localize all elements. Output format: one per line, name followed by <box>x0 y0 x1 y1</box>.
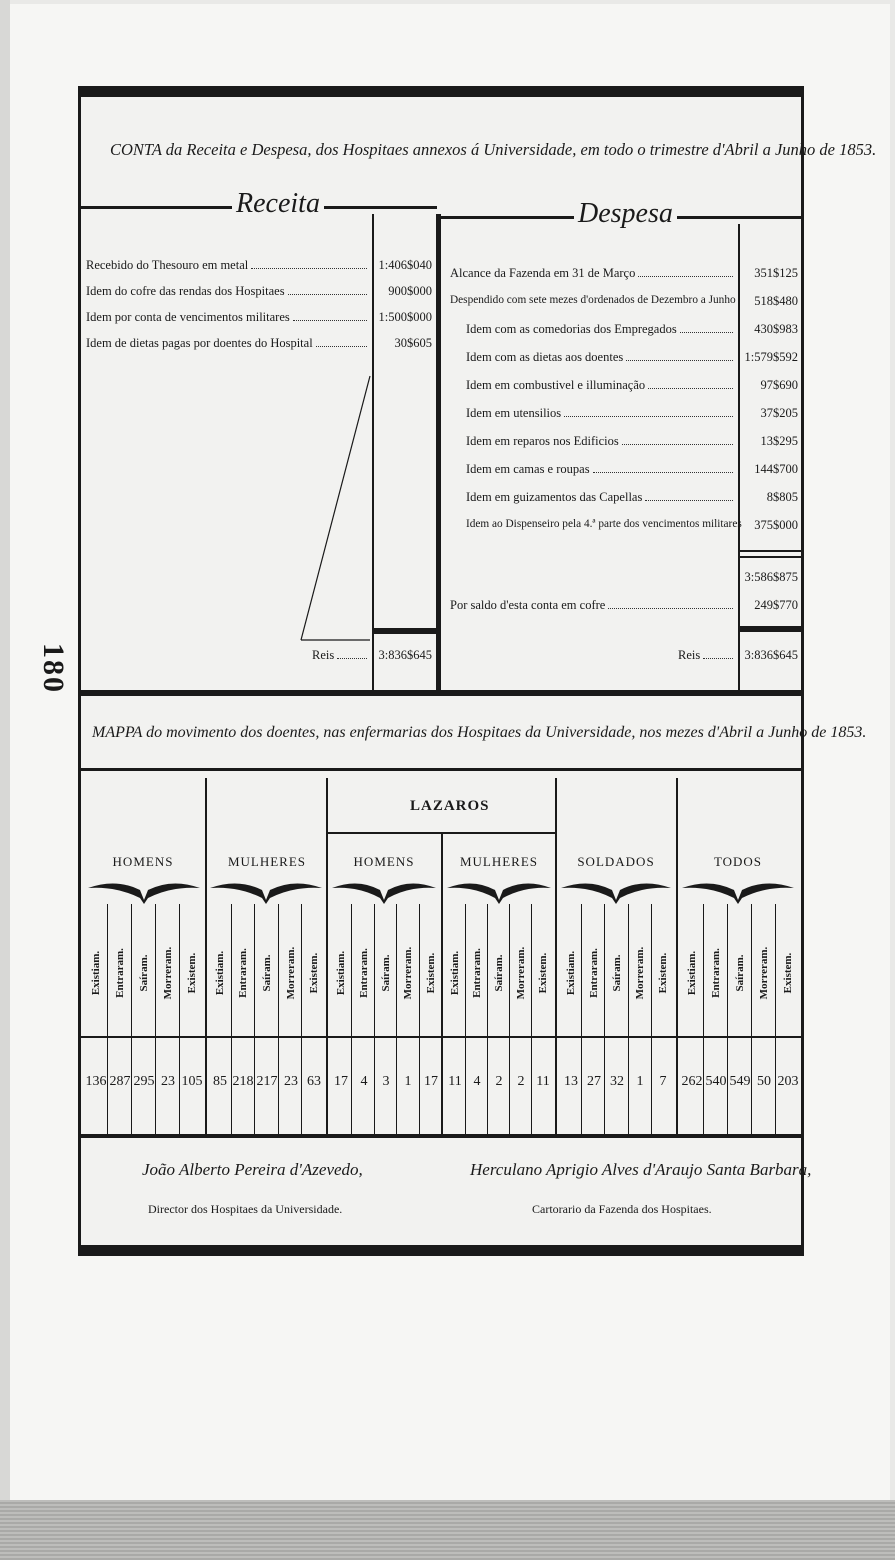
column-header <box>560 910 582 1035</box>
column-header <box>444 910 466 1035</box>
despesa-total-rule <box>740 626 802 632</box>
data-cell: 11 <box>448 1074 462 1089</box>
despesa-amount: 13$295 <box>760 434 798 448</box>
data-cell: 218 <box>232 1074 254 1089</box>
despesa-row-label: Idem em guizamentos das Capellas <box>466 490 643 504</box>
despesa-amount: 375$000 <box>754 518 798 532</box>
despesa-amount: 430$983 <box>754 322 798 336</box>
group-label: SOLDADOS <box>577 854 655 869</box>
subcolumn-rule <box>301 904 302 1134</box>
data-cell: 540 <box>705 1074 727 1089</box>
receita-row-label: Idem do cofre das rendas dos Hospitaes <box>86 284 285 298</box>
receita-amount: 1:500$000 <box>378 310 432 324</box>
column-header <box>532 910 554 1035</box>
signature-name: João Alberto Pereira d'Azevedo, <box>142 1160 363 1179</box>
despesa-subtotal: 3:586$875 <box>744 570 798 584</box>
signature-role: Director dos Hospitaes da Universidade. <box>148 1202 343 1216</box>
receita-total-label: Reis <box>312 648 335 662</box>
column-header-label: Entraram. <box>358 947 370 998</box>
data-cell: 1 <box>404 1074 412 1089</box>
column-header-label: Morreram. <box>162 946 174 999</box>
column-header-label: Existem. <box>537 952 549 993</box>
column-header <box>488 910 510 1035</box>
despesa-amount: 1:579$592 <box>744 350 798 364</box>
receita-total-rule <box>374 628 436 634</box>
subcolumn-rule <box>131 904 132 1134</box>
despesa-row-label: Idem ao Dispenseiro pela 4.ª parte dos vencimentos militares <box>466 518 742 530</box>
despesa-row <box>450 294 736 306</box>
column-header-label: Morreram. <box>634 946 646 999</box>
data-cell: 217 <box>256 1074 278 1089</box>
subcolumn-rule <box>179 904 180 1134</box>
despesa-subtotal-rule <box>740 556 802 558</box>
brace-ornament <box>559 876 673 906</box>
column-header <box>420 910 442 1035</box>
data-cell: 3 <box>382 1074 390 1089</box>
group-label: TODOS <box>713 854 763 869</box>
despesa-row <box>466 406 736 421</box>
data-cell: 136 <box>85 1074 107 1089</box>
despesa-row <box>466 378 736 393</box>
data-cell: 2 <box>495 1074 503 1089</box>
column-header <box>280 910 302 1035</box>
column-header-label: Existem. <box>425 952 437 993</box>
column-header <box>777 910 799 1035</box>
subcolumn-rule <box>604 904 605 1134</box>
subcolumn-rule <box>651 904 652 1134</box>
subcolumn-rule <box>751 904 752 1134</box>
column-header-label: Saíram. <box>493 954 505 991</box>
column-header <box>729 910 751 1035</box>
receita-row <box>86 310 370 325</box>
receita-row <box>86 336 370 351</box>
subcolumn-rule <box>231 904 232 1134</box>
group-label: HOMENS <box>112 854 174 869</box>
data-cell: 295 <box>133 1074 155 1089</box>
receita-amount: 30$605 <box>394 336 432 350</box>
data-cell: 17 <box>334 1074 348 1089</box>
mappa-title-rule <box>81 768 802 771</box>
receita-total-row <box>312 648 370 663</box>
section-divider <box>81 690 802 696</box>
brace-ornament <box>86 876 202 906</box>
data-cell: 4 <box>360 1074 368 1089</box>
column-header <box>109 910 131 1035</box>
data-cell: 262 <box>681 1074 703 1089</box>
despesa-heading: Despesa <box>574 198 677 230</box>
column-header <box>209 910 231 1035</box>
subcolumn-rule <box>465 904 466 1134</box>
column-header <box>181 910 203 1035</box>
table-bottom-rule <box>81 1134 802 1138</box>
despesa-row <box>466 462 736 477</box>
lazaros-rule <box>328 832 555 834</box>
column-header-label: Morreram. <box>285 946 297 999</box>
column-header-label: Existem. <box>308 952 320 993</box>
subcolumn-rule <box>628 904 629 1134</box>
group-label: HOMENS <box>353 854 415 869</box>
data-cell: 50 <box>757 1074 771 1089</box>
subcolumn-rule <box>254 904 255 1134</box>
subcolumn-rule <box>775 904 776 1134</box>
subcolumn-rule <box>487 904 488 1134</box>
receita-blank-diagonal <box>298 374 372 642</box>
column-header <box>510 910 532 1035</box>
data-cell: 85 <box>213 1074 227 1089</box>
subcolumn-rule <box>509 904 510 1134</box>
receita-row <box>86 258 370 273</box>
subcolumn-rule <box>351 904 352 1134</box>
receita-amount-column-rule <box>372 214 374 690</box>
despesa-row-label: Alcance da Fazenda em 31 de Março <box>450 266 636 280</box>
column-header-label: Morreram. <box>402 946 414 999</box>
column-header <box>466 910 488 1035</box>
column-header-label: Entraram. <box>237 947 249 998</box>
despesa-total: 3:836$645 <box>744 648 798 662</box>
column-header <box>705 910 727 1035</box>
subcolumn-rule <box>703 904 704 1134</box>
despesa-row-label: Idem em camas e roupas <box>466 462 590 476</box>
column-header <box>85 910 107 1035</box>
column-header-label: Existiam. <box>449 950 461 995</box>
data-cell: 105 <box>181 1074 203 1089</box>
column-header-label: Entraram. <box>710 947 722 998</box>
despesa-amount: 144$700 <box>754 462 798 476</box>
signature-name: Herculano Aprigio Alves d'Araujo Santa Barbara, <box>470 1160 812 1179</box>
column-header <box>681 910 703 1035</box>
receita-row-label: Idem de dietas pagas por doentes do Hospital <box>86 336 313 350</box>
page-number: 180 <box>37 642 70 694</box>
group-label: MULHERES <box>459 854 539 869</box>
column-header <box>753 910 775 1035</box>
brace-ornament <box>330 876 438 906</box>
subcolumn-rule <box>278 904 279 1134</box>
column-header <box>606 910 628 1035</box>
despesa-row-label: Idem em combustivel e illuminação <box>466 378 646 392</box>
despesa-amount-column-rule <box>738 224 740 690</box>
data-cell: 203 <box>777 1074 799 1089</box>
data-cell: 32 <box>610 1074 624 1089</box>
despesa-amount: 37$205 <box>760 406 798 420</box>
column-header-label: Saíram. <box>734 954 746 991</box>
brace-ornament <box>445 876 553 906</box>
column-header <box>303 910 325 1035</box>
data-cell: 13 <box>564 1074 578 1089</box>
column-header-label: Existiam. <box>214 950 226 995</box>
column-header <box>353 910 375 1035</box>
signature-role: Cartorario da Fazenda dos Hospitaes. <box>532 1202 712 1216</box>
column-header <box>330 910 352 1035</box>
column-header <box>256 910 278 1035</box>
despesa-row-label: Idem com as comedorias dos Empregados <box>466 322 677 336</box>
group-label: MULHERES <box>227 854 307 869</box>
receita-amount: 900$000 <box>388 284 432 298</box>
column-header-label: Entraram. <box>114 947 126 998</box>
conta-center-rule <box>436 214 441 690</box>
data-cell: 7 <box>659 1074 667 1089</box>
column-header <box>652 910 674 1035</box>
column-header <box>375 910 397 1035</box>
column-header-label: Morreram. <box>758 946 770 999</box>
data-cell: 2 <box>517 1074 525 1089</box>
column-header <box>232 910 254 1035</box>
despesa-saldo: 249$770 <box>754 598 798 612</box>
data-cell: 287 <box>109 1074 131 1089</box>
despesa-row-label: Despendido com sete mezes d'ordenados de Dezembro a Junho <box>450 294 736 306</box>
column-header <box>157 910 179 1035</box>
column-header <box>133 910 155 1035</box>
column-header-label: Existiam. <box>335 950 347 995</box>
column-header-label: Existem. <box>782 952 794 993</box>
column-header-label: Saíram. <box>380 954 392 991</box>
receita-amount: 1:406$040 <box>378 258 432 272</box>
despesa-subtotal-rule <box>740 550 802 552</box>
column-header-label: Entraram. <box>588 947 600 998</box>
despesa-row <box>466 350 736 365</box>
receita-row <box>86 284 370 299</box>
despesa-saldo-label: Por saldo d'esta conta em cofre <box>450 598 606 612</box>
data-cell: 549 <box>729 1074 751 1089</box>
data-cell: 1 <box>636 1074 644 1089</box>
data-cell: 11 <box>536 1074 550 1089</box>
despesa-row <box>466 518 742 530</box>
frame-top-bar <box>81 89 801 97</box>
despesa-row <box>450 266 736 281</box>
column-header <box>583 910 605 1035</box>
column-header-label: Existem. <box>186 952 198 993</box>
receita-row-label: Idem por conta de vencimentos militares <box>86 310 290 324</box>
subcolumn-rule <box>155 904 156 1134</box>
column-header-label: Existiam. <box>686 950 698 995</box>
receita-heading: Receita <box>232 188 324 220</box>
subcolumn-rule <box>531 904 532 1134</box>
group-separator <box>205 778 207 1134</box>
brace-ornament <box>680 876 796 906</box>
scan-bottom-strip <box>0 1500 895 1560</box>
despesa-amount: 97$690 <box>760 378 798 392</box>
subcolumn-rule <box>396 904 397 1134</box>
subcolumn-rule <box>374 904 375 1134</box>
lazaros-label: LAZAROS <box>410 798 490 814</box>
mappa-title: MAPPA do movimento dos doentes, nas enfermarias dos Hospitaes da Universidade, nos mezes d'Abril a Junho de 1853. <box>92 724 867 741</box>
brace-ornament <box>208 876 324 906</box>
data-cell: 17 <box>424 1074 438 1089</box>
page-edge-shadow <box>0 0 10 1500</box>
data-cell: 23 <box>284 1074 298 1089</box>
column-header <box>629 910 651 1035</box>
despesa-amount: 518$480 <box>754 294 798 308</box>
column-header-rule <box>81 1036 802 1038</box>
data-cell: 63 <box>307 1074 321 1089</box>
despesa-row <box>466 434 736 449</box>
despesa-row <box>466 490 736 505</box>
subcolumn-rule <box>727 904 728 1134</box>
subcolumn-rule <box>107 904 108 1134</box>
frame-bottom-bar <box>81 1245 801 1253</box>
receita-row-label: Recebido do Thesouro em metal <box>86 258 249 272</box>
despesa-saldo-row <box>450 598 736 613</box>
despesa-row <box>466 322 736 337</box>
data-cell: 27 <box>587 1074 601 1089</box>
receita-total: 3:836$645 <box>378 648 432 662</box>
despesa-row-label: Idem em reparos nos Edificios <box>466 434 619 448</box>
column-header-label: Saíram. <box>138 954 150 991</box>
despesa-amount: 8$805 <box>766 490 798 504</box>
column-header-label: Saíram. <box>261 954 273 991</box>
subcolumn-rule <box>581 904 582 1134</box>
despesa-total-label: Reis <box>678 648 701 662</box>
conta-title: CONTA da Receita e Despesa, dos Hospitaes annexos á Universidade, em todo o trimestre d'Abril a Junho de 1853. <box>110 140 877 159</box>
column-header-label: Morreram. <box>515 946 527 999</box>
subcolumn-rule <box>419 904 420 1134</box>
column-header-label: Existem. <box>657 952 669 993</box>
column-header <box>397 910 419 1035</box>
column-header-label: Saíram. <box>611 954 623 991</box>
column-header-label: Existiam. <box>90 950 102 995</box>
group-separator <box>555 778 557 1134</box>
despesa-row-label: Idem com as dietas aos doentes <box>466 350 624 364</box>
data-cell: 4 <box>473 1074 481 1089</box>
column-header-label: Entraram. <box>471 947 483 998</box>
despesa-total-row <box>678 648 736 663</box>
column-header-label: Existiam. <box>565 950 577 995</box>
data-cell: 23 <box>161 1074 175 1089</box>
group-separator <box>676 778 678 1134</box>
despesa-amount: 351$125 <box>754 266 798 280</box>
despesa-row-label: Idem em utensilios <box>466 406 562 420</box>
